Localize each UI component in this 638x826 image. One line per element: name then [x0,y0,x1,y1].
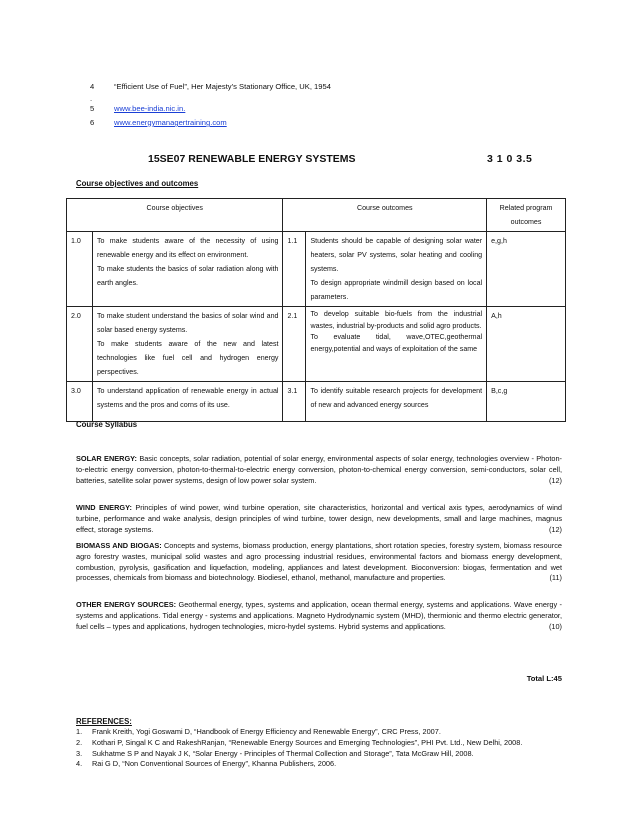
unit-hours: (10) [548,621,562,631]
bee-india-link[interactable]: www.bee-india.nic.in. [114,103,186,113]
unit-title: WIND ENERGY: [76,503,132,512]
unit-body: Geothermal energy, types, systems and application, ocean thermal energy, systems and applications. Wave energy - systems and applications. Tidal energy - systems and applications. Magneto Hydrodynamic system (MHD), thermionic and thermo electric generator, fuel cells – types and applications, hydrogen technologies, micro-hydel systems. Hybrid systems and applications. [76,600,562,631]
reference-item [76,759,566,770]
unit-body: Basic concepts, solar radiation, potential of solar energy, environmental aspects of solar energy, technologies overview - Photon-to-electric energy conversion, photon-to-thermal-to-electric energy conversion, photon-to-chemical energy conversion, semi-conductors, solar cell, batteries, satellite solar power systems, design of low power solar system. [76,454,562,485]
unit-title: OTHER ENERGY SOURCES: [76,600,177,609]
outcome-text: Students should be capable of designing solar water heaters, solar PV systems, solar heating and cooling systems. To design appropriate windmill design based on local parameters. [306,232,487,307]
unit-solar-energy [76,454,562,486]
outcome-text: To identify suitable research projects for development of new and advanced energy sources [306,382,487,422]
objective-number: 1.0 [67,232,93,307]
objective-text: To make students aware of the necessity of using renewable energy and its effect on environment. To make students the basics of solar radiation along with earth angles. [92,232,283,307]
references-list [76,727,566,770]
reference-number: 3. [76,748,83,758]
outcome-number: 3.1 [283,382,306,422]
unit-hours: (12) [548,524,562,534]
header-related-outcomes: Related program outcomes [487,199,566,232]
reference-text: Sukhatme S P and Nayak J K, “Solar Energy - Principles of Thermal Collection and Storage”, Tata McGraw Hill, 2008. [92,748,474,758]
top-reference-list [90,80,331,131]
energymanagertraining-link[interactable]: www.energymanagertraining.com [114,118,227,127]
reference-item [76,727,566,738]
unit-body: Concepts and systems, biomass production, energy plantations, short rotation species, forestry system, biomass resource agro forestry wastes, municipal solid wastes and agro processing industrial residues, environmental factors and biomass energy development, combustion, pyrolysis, gasification and liquefaction, modeling, appliances and latest development. Bioconversion: biogas, fermentation and wet processes, chemicals from biomass and biotechnology. Biodiesel, ethanol, methanol, manufacture and properties. [76,541,562,583]
reference-number: 2. [76,737,83,747]
syllabus-heading: Course Syllabus [76,420,138,429]
table-row [67,307,566,382]
reference-number: 1. [76,727,83,736]
top-reference-item [90,102,331,117]
objectives-heading: Course objectives and outcomes [76,179,199,188]
table-row [67,382,566,422]
reference-text: Rai G D, “Non Conventional Sources of Energy”, Khanna Publishers, 2006. [92,759,337,769]
header-course-outcomes: Course outcomes [283,199,487,232]
related-outcomes: e,g,h [487,232,566,307]
course-title: 15SE07 RENEWABLE ENERGY SYSTEMS [148,153,356,165]
unit-biomass-biogas [76,541,562,584]
outcome-number: 1.1 [283,232,306,307]
objective-number: 2.0 [67,307,93,382]
top-reference-item [90,116,331,131]
outcome-number: 2.1 [283,307,306,382]
reference-text: Kothari P, Singal K C and RakeshRanjan, “Renewable Energy Sources and Emerging Technologies”, PHI Pvt. Ltd., New Delhi, 2008. [92,737,523,747]
reference-number: 4 [90,82,95,91]
objectives-outcomes-table [66,198,566,422]
unit-wind-energy [76,503,562,535]
objective-text: To make student understand the basics of solar wind and solar based energy systems. To make students aware of the new and latest technologies like fuel cell and hydrogen energy perspectives. [92,307,283,382]
reference-number: 5 [90,103,95,113]
unit-hours: (11) [549,573,562,583]
outcome-text: To develop suitable bio-fuels from the industrial wastes, industrial by-products and solid agro products. To evaluate tidal, wave,OTEC,geothermal energy,potential and ways of exploitation of the same [306,307,487,382]
top-reference-item [90,95,331,102]
top-reference-item [90,80,331,95]
unit-title: BIOMASS AND BIOGAS: [76,541,162,550]
reference-number: 4. [76,759,83,769]
table-header-row [67,199,566,232]
reference-text: “Efficient Use of Fuel”, Her Majesty’s Stationary Office, UK, 1954 [114,82,331,91]
reference-text: Frank Kreith, Yogi Goswami D, “Handbook of Energy Efficiency and Renewable Energy”, CRC Press, 2007. [92,727,441,736]
objective-text: To understand application of renewable energy in actual systems and the pros and corns of its use. [92,382,283,422]
unit-hours: (12) [548,475,562,485]
unit-other-energy-sources [76,600,562,632]
related-outcomes: A,h [487,307,566,382]
reference-item [76,738,566,749]
course-credits: 3 1 0 3.5 [487,153,533,165]
references-heading: REFERENCES: [76,717,132,726]
unit-body: Principles of wind power, wind turbine operation, site characteristics, horizontal and vertical axis types, aerodynamics of wind turbine, performance and wake analysis, design principles of wind turbine, tower design, new developments, small and large machines, magnus effect, storage systems. [76,503,562,534]
total-hours: Total L:45 [526,674,562,683]
header-course-objectives: Course objectives [67,199,283,232]
related-outcomes: B,c,g [487,382,566,422]
reference-number: . [90,93,93,103]
unit-title: SOLAR ENERGY: [76,454,137,463]
reference-number: 6 [90,118,95,127]
reference-item [76,749,566,760]
objective-number: 3.0 [67,382,93,422]
table-row [67,232,566,307]
